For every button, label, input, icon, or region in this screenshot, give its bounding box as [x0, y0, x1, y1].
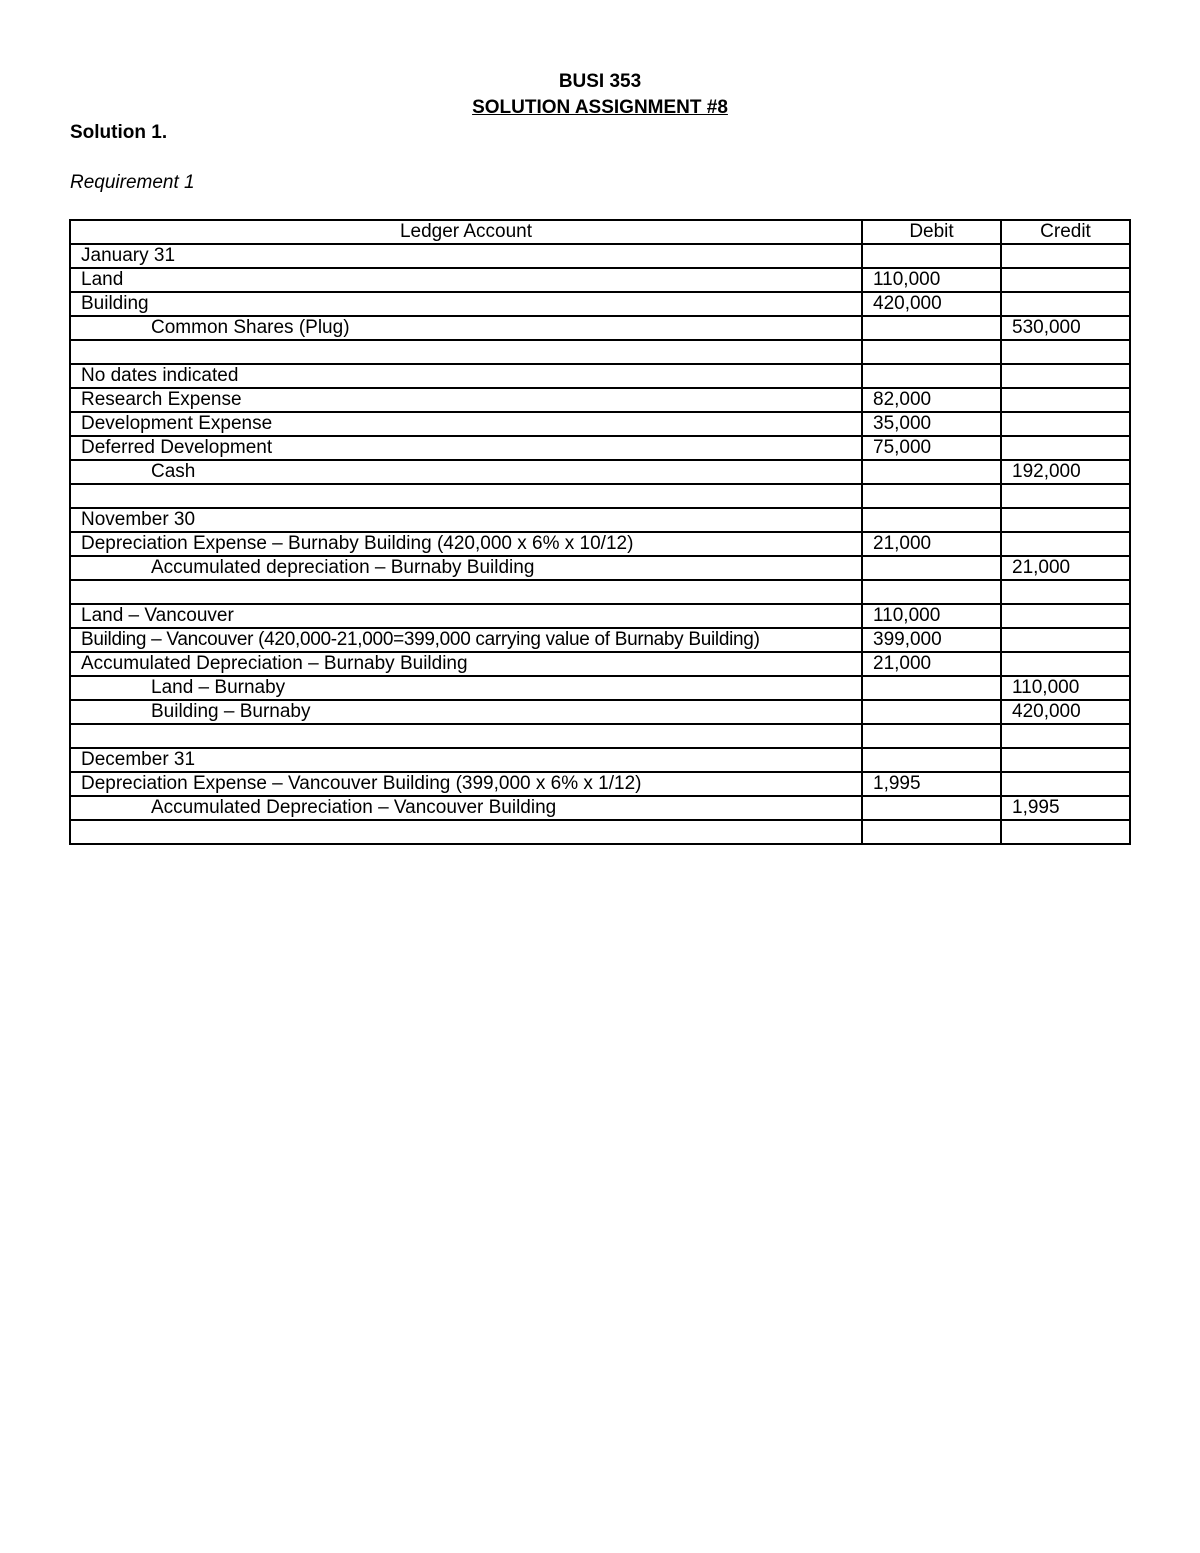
debit-cell — [862, 676, 1001, 700]
debit-cell: 75,000 — [862, 436, 1001, 460]
credit-cell — [1001, 244, 1130, 268]
debit-cell — [862, 580, 1001, 604]
account-cell: Research Expense — [70, 388, 862, 412]
account-cell — [70, 316, 862, 340]
account-cell — [70, 820, 862, 844]
table-header-row — [70, 220, 1130, 244]
table-row — [70, 676, 1130, 700]
debit-cell — [862, 724, 1001, 748]
table-row — [70, 796, 1130, 820]
account-cell: Depreciation Expense – Burnaby Building (420,000 x 6% x 10/12) — [70, 532, 862, 556]
credit-cell — [1001, 724, 1130, 748]
date-heading: December 31 — [70, 748, 862, 772]
debit-cell: 420,000 — [862, 292, 1001, 316]
debit-cell — [862, 364, 1001, 388]
table-row — [70, 340, 1130, 364]
debit-cell: 399,000 — [862, 628, 1001, 652]
account-cell — [70, 580, 862, 604]
table-row — [70, 268, 1130, 292]
table-row — [70, 700, 1130, 724]
account-cell — [70, 460, 862, 484]
table-row — [70, 748, 1130, 772]
account-cell: Depreciation Expense – Vancouver Building (399,000 x 6% x 1/12) — [70, 772, 862, 796]
credit-cell — [1001, 772, 1130, 796]
debit-cell: 110,000 — [862, 268, 1001, 292]
credit-cell: 1,995 — [1001, 796, 1130, 820]
credit-cell: 192,000 — [1001, 460, 1130, 484]
debit-cell: 1,995 — [862, 772, 1001, 796]
column-header-debit: Debit — [862, 220, 1001, 244]
account-text: Building – Burnaby — [151, 701, 311, 722]
credit-cell: 530,000 — [1001, 316, 1130, 340]
table-row — [70, 292, 1130, 316]
table-row — [70, 364, 1130, 388]
table-row — [70, 556, 1130, 580]
credit-cell — [1001, 412, 1130, 436]
credit-cell — [1001, 628, 1130, 652]
debit-cell — [862, 700, 1001, 724]
account-cell: Building — [70, 292, 862, 316]
debit-cell — [862, 340, 1001, 364]
solution-heading: Solution 1. — [70, 122, 168, 143]
date-heading: November 30 — [70, 508, 862, 532]
debit-cell — [862, 508, 1001, 532]
credit-cell — [1001, 604, 1130, 628]
table-row — [70, 460, 1130, 484]
credit-cell — [1001, 652, 1130, 676]
table-row — [70, 724, 1130, 748]
account-text: Accumulated Depreciation – Vancouver Building — [151, 797, 557, 818]
credit-cell — [1001, 340, 1130, 364]
table-row — [70, 772, 1130, 796]
debit-cell — [862, 484, 1001, 508]
debit-cell — [862, 748, 1001, 772]
debit-cell: 82,000 — [862, 388, 1001, 412]
course-title: BUSI 353 — [558, 71, 642, 92]
date-heading: January 31 — [70, 244, 862, 268]
table-row — [70, 652, 1130, 676]
credit-cell — [1001, 484, 1130, 508]
account-cell — [70, 676, 862, 700]
column-header-ledger-account: Ledger Account — [70, 220, 862, 244]
account-cell — [70, 700, 862, 724]
account-cell: Land – Vancouver — [70, 604, 862, 628]
account-cell — [70, 796, 862, 820]
table-row — [70, 412, 1130, 436]
credit-cell — [1001, 388, 1130, 412]
credit-cell — [1001, 532, 1130, 556]
account-cell: Building – Vancouver (420,000-21,000=399,000 carrying value of Burnaby Building) — [70, 628, 862, 652]
ledger-table — [69, 219, 1131, 845]
table-row — [70, 604, 1130, 628]
credit-cell — [1001, 436, 1130, 460]
account-text: Common Shares (Plug) — [151, 317, 350, 338]
date-heading: No dates indicated — [70, 364, 862, 388]
account-text: Cash — [151, 461, 196, 482]
table-row — [70, 484, 1130, 508]
table-row — [70, 820, 1130, 844]
account-cell: Development Expense — [70, 412, 862, 436]
credit-cell — [1001, 508, 1130, 532]
debit-cell: 21,000 — [862, 652, 1001, 676]
requirement-label: Requirement 1 — [70, 172, 195, 193]
account-text: Land – Burnaby — [151, 677, 286, 698]
account-cell — [70, 556, 862, 580]
debit-cell — [862, 316, 1001, 340]
account-cell: Accumulated Depreciation – Burnaby Building — [70, 652, 862, 676]
column-header-credit: Credit — [1001, 220, 1130, 244]
table-row — [70, 532, 1130, 556]
table-row — [70, 628, 1130, 652]
debit-cell — [862, 820, 1001, 844]
credit-cell — [1001, 364, 1130, 388]
debit-cell — [862, 556, 1001, 580]
credit-cell — [1001, 292, 1130, 316]
table-row — [70, 388, 1130, 412]
table-row — [70, 580, 1130, 604]
table-row — [70, 316, 1130, 340]
credit-cell — [1001, 580, 1130, 604]
table-row — [70, 436, 1130, 460]
table-row — [70, 508, 1130, 532]
debit-cell: 110,000 — [862, 604, 1001, 628]
credit-cell: 21,000 — [1001, 556, 1130, 580]
credit-cell — [1001, 748, 1130, 772]
debit-cell — [862, 460, 1001, 484]
account-cell: Land — [70, 268, 862, 292]
account-cell — [70, 484, 862, 508]
account-cell: Deferred Development — [70, 436, 862, 460]
credit-cell — [1001, 268, 1130, 292]
debit-cell — [862, 244, 1001, 268]
debit-cell: 35,000 — [862, 412, 1001, 436]
account-cell — [70, 340, 862, 364]
debit-cell — [862, 796, 1001, 820]
account-cell — [70, 724, 862, 748]
table-row — [70, 244, 1130, 268]
credit-cell: 110,000 — [1001, 676, 1130, 700]
account-text: Accumulated depreciation – Burnaby Building — [151, 557, 535, 578]
debit-cell: 21,000 — [862, 532, 1001, 556]
credit-cell: 420,000 — [1001, 700, 1130, 724]
credit-cell — [1001, 820, 1130, 844]
document-title: SOLUTION ASSIGNMENT #8 — [472, 97, 728, 118]
